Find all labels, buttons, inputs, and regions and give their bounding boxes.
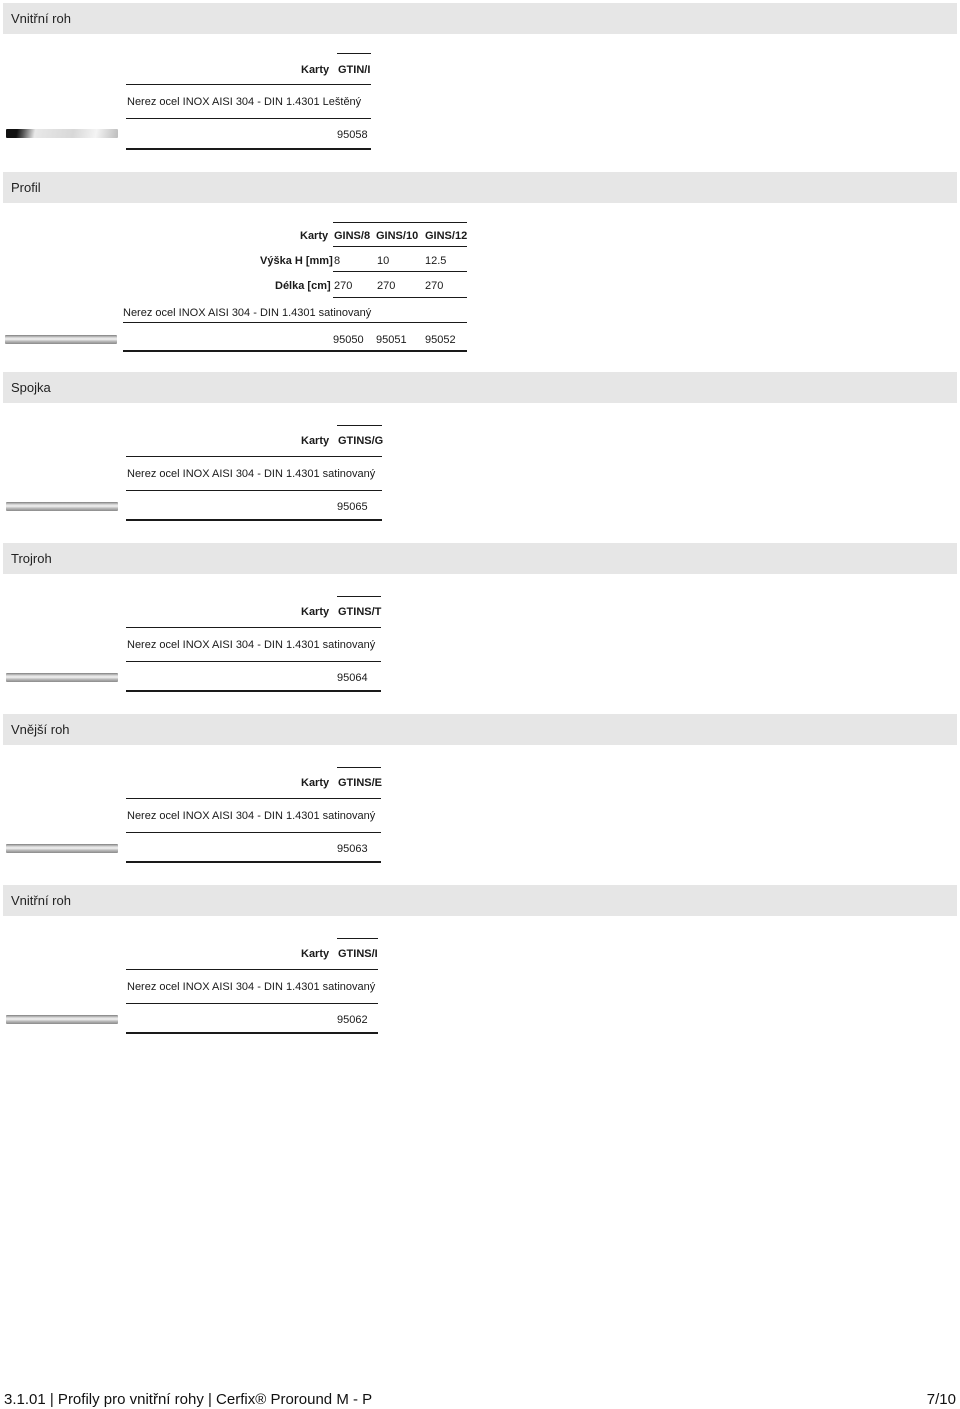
material-rule <box>126 118 371 119</box>
section-title: Trojroh <box>3 543 957 574</box>
product-image <box>6 1015 118 1024</box>
spec-value: 10 <box>377 255 390 267</box>
column-header-rule <box>333 222 467 223</box>
column-header: GTINS/I <box>338 948 378 960</box>
bottom-rule <box>126 861 381 863</box>
product-image <box>6 673 118 682</box>
karty-label: Karty <box>301 777 330 789</box>
material-label: Nerez ocel INOX AISI 304 - DIN 1.4301 satinovaný <box>123 307 372 319</box>
article-code: 95052 <box>425 334 456 346</box>
article-code: 95065 <box>337 501 368 513</box>
karty-label: Karty <box>301 948 330 960</box>
column-header: GINS/12 <box>425 230 468 242</box>
bottom-rule <box>126 148 371 150</box>
spec-label: Výška H [mm] <box>260 255 333 267</box>
article-code: 95064 <box>337 672 368 684</box>
header-rule <box>126 798 381 799</box>
karty-label: Karty <box>301 64 330 76</box>
section-title: Spojka <box>3 372 957 403</box>
header-rule <box>126 627 381 628</box>
bottom-rule <box>126 690 381 692</box>
column-header-rule <box>337 425 382 426</box>
material-rule <box>126 661 381 662</box>
column-header-rule <box>337 767 381 768</box>
material-rule <box>126 832 381 833</box>
product-image <box>6 844 118 853</box>
column-header: GTIN/I <box>338 64 371 76</box>
column-header: GINS/10 <box>376 230 419 242</box>
spec-value: 12.5 <box>425 255 447 267</box>
spec-rule <box>333 271 467 272</box>
product-image <box>5 335 117 344</box>
page-number: 7/10 <box>926 1391 956 1408</box>
article-code: 95062 <box>337 1014 368 1026</box>
material-rule <box>123 322 467 323</box>
header-rule <box>126 84 371 85</box>
column-header: GTINS/T <box>338 606 382 618</box>
karty-label: Karty <box>301 435 330 447</box>
karty-label: Karty <box>301 606 330 618</box>
material-rule <box>126 490 382 491</box>
header-rule <box>126 456 382 457</box>
spec-value: 8 <box>334 255 341 267</box>
section-title: Vnitřní roh <box>3 885 957 916</box>
section-title: Vnitřní roh <box>3 3 957 34</box>
column-header: GTINS/E <box>338 777 383 789</box>
column-header-rule <box>337 596 381 597</box>
spec-label: Délka [cm] <box>275 280 331 292</box>
spec-rule <box>333 297 467 298</box>
spec-value: 270 <box>377 280 396 292</box>
material-label: Nerez ocel INOX AISI 304 - DIN 1.4301 satinovaný <box>127 639 376 651</box>
bottom-rule <box>126 1032 378 1034</box>
material-label: Nerez ocel INOX AISI 304 - DIN 1.4301 satinovaný <box>127 981 376 993</box>
article-code: 95051 <box>376 334 407 346</box>
column-header: GTINS/G <box>338 435 384 447</box>
column-header-rule <box>337 938 378 939</box>
bottom-rule <box>126 519 382 521</box>
bottom-rule <box>123 350 467 352</box>
article-code: 95058 <box>337 129 368 141</box>
material-label: Nerez ocel INOX AISI 304 - DIN 1.4301 satinovaný <box>127 468 376 480</box>
spec-value: 270 <box>425 280 444 292</box>
header-rule <box>126 969 378 970</box>
footer-breadcrumb: 3.1.01 | Profily pro vnitřní rohy | Cerfix® Proround M - P <box>4 1391 373 1408</box>
material-label: Nerez ocel INOX AISI 304 - DIN 1.4301 Leštěný <box>127 96 362 108</box>
article-code: 95050 <box>333 334 364 346</box>
karty-label: Karty <box>300 230 329 242</box>
product-image <box>6 502 118 511</box>
column-header: GINS/8 <box>334 230 371 242</box>
spec-value: 270 <box>334 280 353 292</box>
section-title: Profil <box>3 172 957 203</box>
header-rule <box>333 246 467 247</box>
column-header-rule <box>337 53 371 54</box>
product-image <box>6 129 118 138</box>
material-label: Nerez ocel INOX AISI 304 - DIN 1.4301 satinovaný <box>127 810 376 822</box>
article-code: 95063 <box>337 843 368 855</box>
section-title: Vnější roh <box>3 714 957 745</box>
material-rule <box>126 1003 378 1004</box>
